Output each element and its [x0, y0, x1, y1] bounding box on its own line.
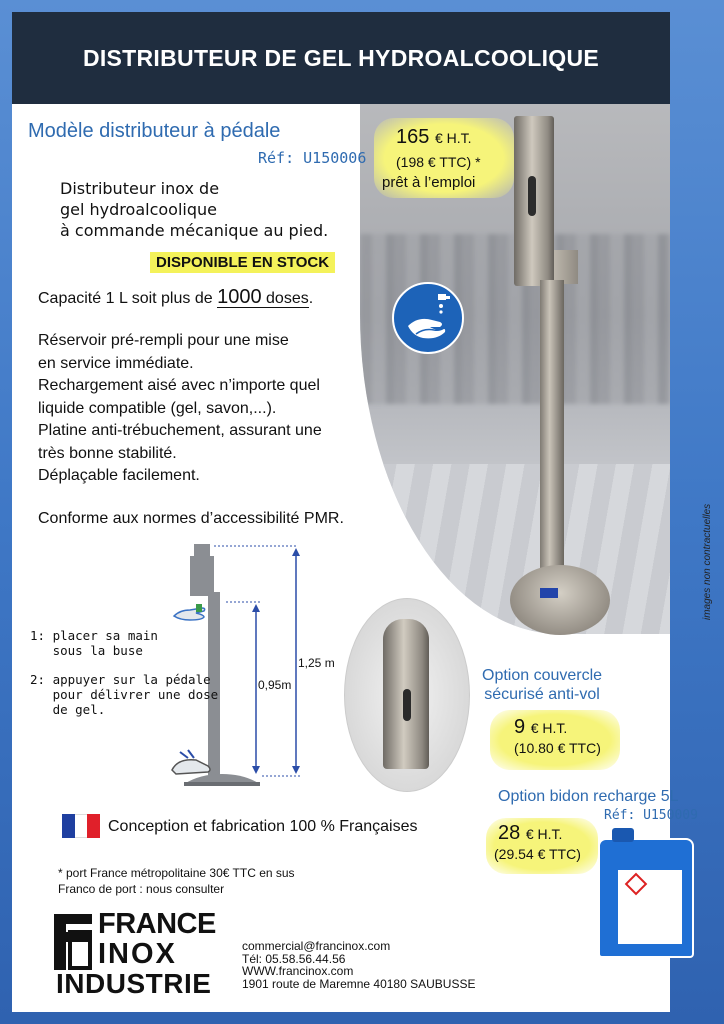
- logo-word-2: INOX: [98, 938, 177, 970]
- price-amount: [514, 716, 567, 739]
- can-cap: [612, 828, 634, 842]
- disclaimer-note: images non contractuelles: [702, 503, 713, 620]
- hand-wash-icon: [392, 282, 464, 354]
- feature-line: Rechargement aisé avec n’importe quel: [38, 377, 320, 394]
- step-line: sous la buse: [30, 643, 143, 658]
- instruction-step-1: [30, 628, 158, 658]
- desc-line: à commande mécanique au pied.: [60, 221, 329, 240]
- capacity-prefix: Capacité 1 L soit plus de: [38, 290, 218, 307]
- refill-can-image: [598, 838, 694, 958]
- price-value: 165: [396, 126, 430, 148]
- dispenser-head: [514, 116, 554, 286]
- capacity-highlight: [217, 286, 309, 308]
- price-ttc: (29.54 € TTC): [494, 846, 581, 862]
- option-refill-price: [486, 818, 598, 874]
- height-label-low: 0,95m: [258, 678, 292, 692]
- french-flag-icon: [62, 814, 100, 838]
- step-line: de gel.: [30, 702, 106, 717]
- model-title: Modèle distributeur à pédale: [28, 120, 281, 142]
- hazard-icon: [625, 873, 648, 896]
- price-amount: [498, 822, 562, 845]
- feature-line: en service immédiate.: [38, 354, 194, 372]
- step-line: 2: appuyer sur la pédale: [30, 672, 211, 687]
- option-refill-ref: Réf: U150009: [604, 808, 698, 823]
- foot-pedal-icon: [172, 760, 210, 774]
- stock-badge: DISPONIBLE EN STOCK: [150, 252, 335, 273]
- contact-address: 1901 route de Maremne 40180 SAUBUSSE: [242, 976, 476, 991]
- dispenser-bracket: [554, 250, 578, 284]
- dispenser-detail: [383, 619, 429, 769]
- capacity-suffix: doses: [261, 290, 309, 307]
- price-unit: € H.T.: [525, 826, 563, 842]
- instruction-step-2: [30, 672, 218, 717]
- desc-line: gel hydroalcoolique: [60, 200, 217, 219]
- price-ttc: (198 € TTC) *: [396, 154, 481, 170]
- price-amount: [396, 126, 472, 149]
- step-line: 1: placer sa main: [30, 628, 158, 643]
- company-logo: [50, 908, 230, 1000]
- feature-line: très bonne stabilité.: [38, 444, 177, 462]
- capacity-number: 1000: [217, 286, 262, 308]
- price-ttc: (10.80 € TTC): [514, 740, 601, 756]
- feature-line: Réservoir pré-rempli pour une mise: [38, 332, 289, 349]
- option-cover-line: Option couvercle: [482, 667, 603, 684]
- page-title: DISTRIBUTEUR DE GEL HYDROALCOOLIQUE: [12, 12, 670, 104]
- contact-phone: Tél: 05.58.56.44.56: [242, 951, 346, 966]
- price-unit: € H.T.: [530, 720, 568, 736]
- dispenser-pole: [540, 280, 564, 590]
- contact-website[interactable]: WWW.francinox.com: [242, 964, 354, 978]
- shipping-note: * port France métropolitaine 30€ TTC en sus: [58, 866, 295, 880]
- option-refill-title: Option bidon recharge 5L: [498, 788, 679, 805]
- contact-email[interactable]: commercial@francinox.com: [242, 939, 391, 953]
- contact-block: [242, 940, 475, 990]
- feature-line: Platine anti-trébuchement, assurant une: [38, 422, 322, 439]
- main-price: [374, 118, 514, 198]
- shipping-note: Franco de port : nous consulter: [58, 882, 225, 896]
- logo-word-3: INDUSTRIE: [56, 968, 212, 999]
- option-cover-price: [490, 710, 620, 770]
- detail-zoom: [344, 598, 470, 792]
- height-label-high: 1,25 m: [298, 656, 335, 670]
- feature-line: liquide compatible (gel, savon,...).: [38, 399, 277, 417]
- product-ref: Réf: U150006: [258, 149, 367, 167]
- price-value: 28: [498, 822, 521, 844]
- dispenser-base: [510, 565, 610, 635]
- dispenser-pedal: [540, 588, 558, 598]
- dimension-diagram: [170, 540, 360, 800]
- price-unit: € H.T.: [434, 130, 472, 146]
- logo-mark-icon: [50, 912, 94, 970]
- dispenser-window-detail: [403, 689, 411, 721]
- ready-label: prêt à l’emploi: [382, 174, 476, 191]
- dispenser-window: [528, 176, 536, 216]
- features-list: [38, 330, 322, 488]
- price-value: 9: [514, 716, 526, 738]
- step-line: pour délivrer une dose: [30, 687, 219, 702]
- option-cover-title: [482, 666, 602, 704]
- feature-line: Déplaçable facilement.: [38, 467, 200, 484]
- capacity-text: [38, 286, 313, 309]
- desc-line: Distributeur inox de: [60, 179, 220, 198]
- option-cover-line: sécurisé anti-vol: [484, 686, 600, 703]
- capacity-end: .: [308, 290, 314, 307]
- pmr-compliance: Conforme aux normes d’accessibilité PMR.: [38, 510, 344, 527]
- logo-word-1: FRANCE: [98, 908, 216, 940]
- can-label: [618, 870, 682, 944]
- product-description: [60, 178, 328, 241]
- made-in-france: Conception et fabrication 100 % Françaises: [108, 818, 418, 835]
